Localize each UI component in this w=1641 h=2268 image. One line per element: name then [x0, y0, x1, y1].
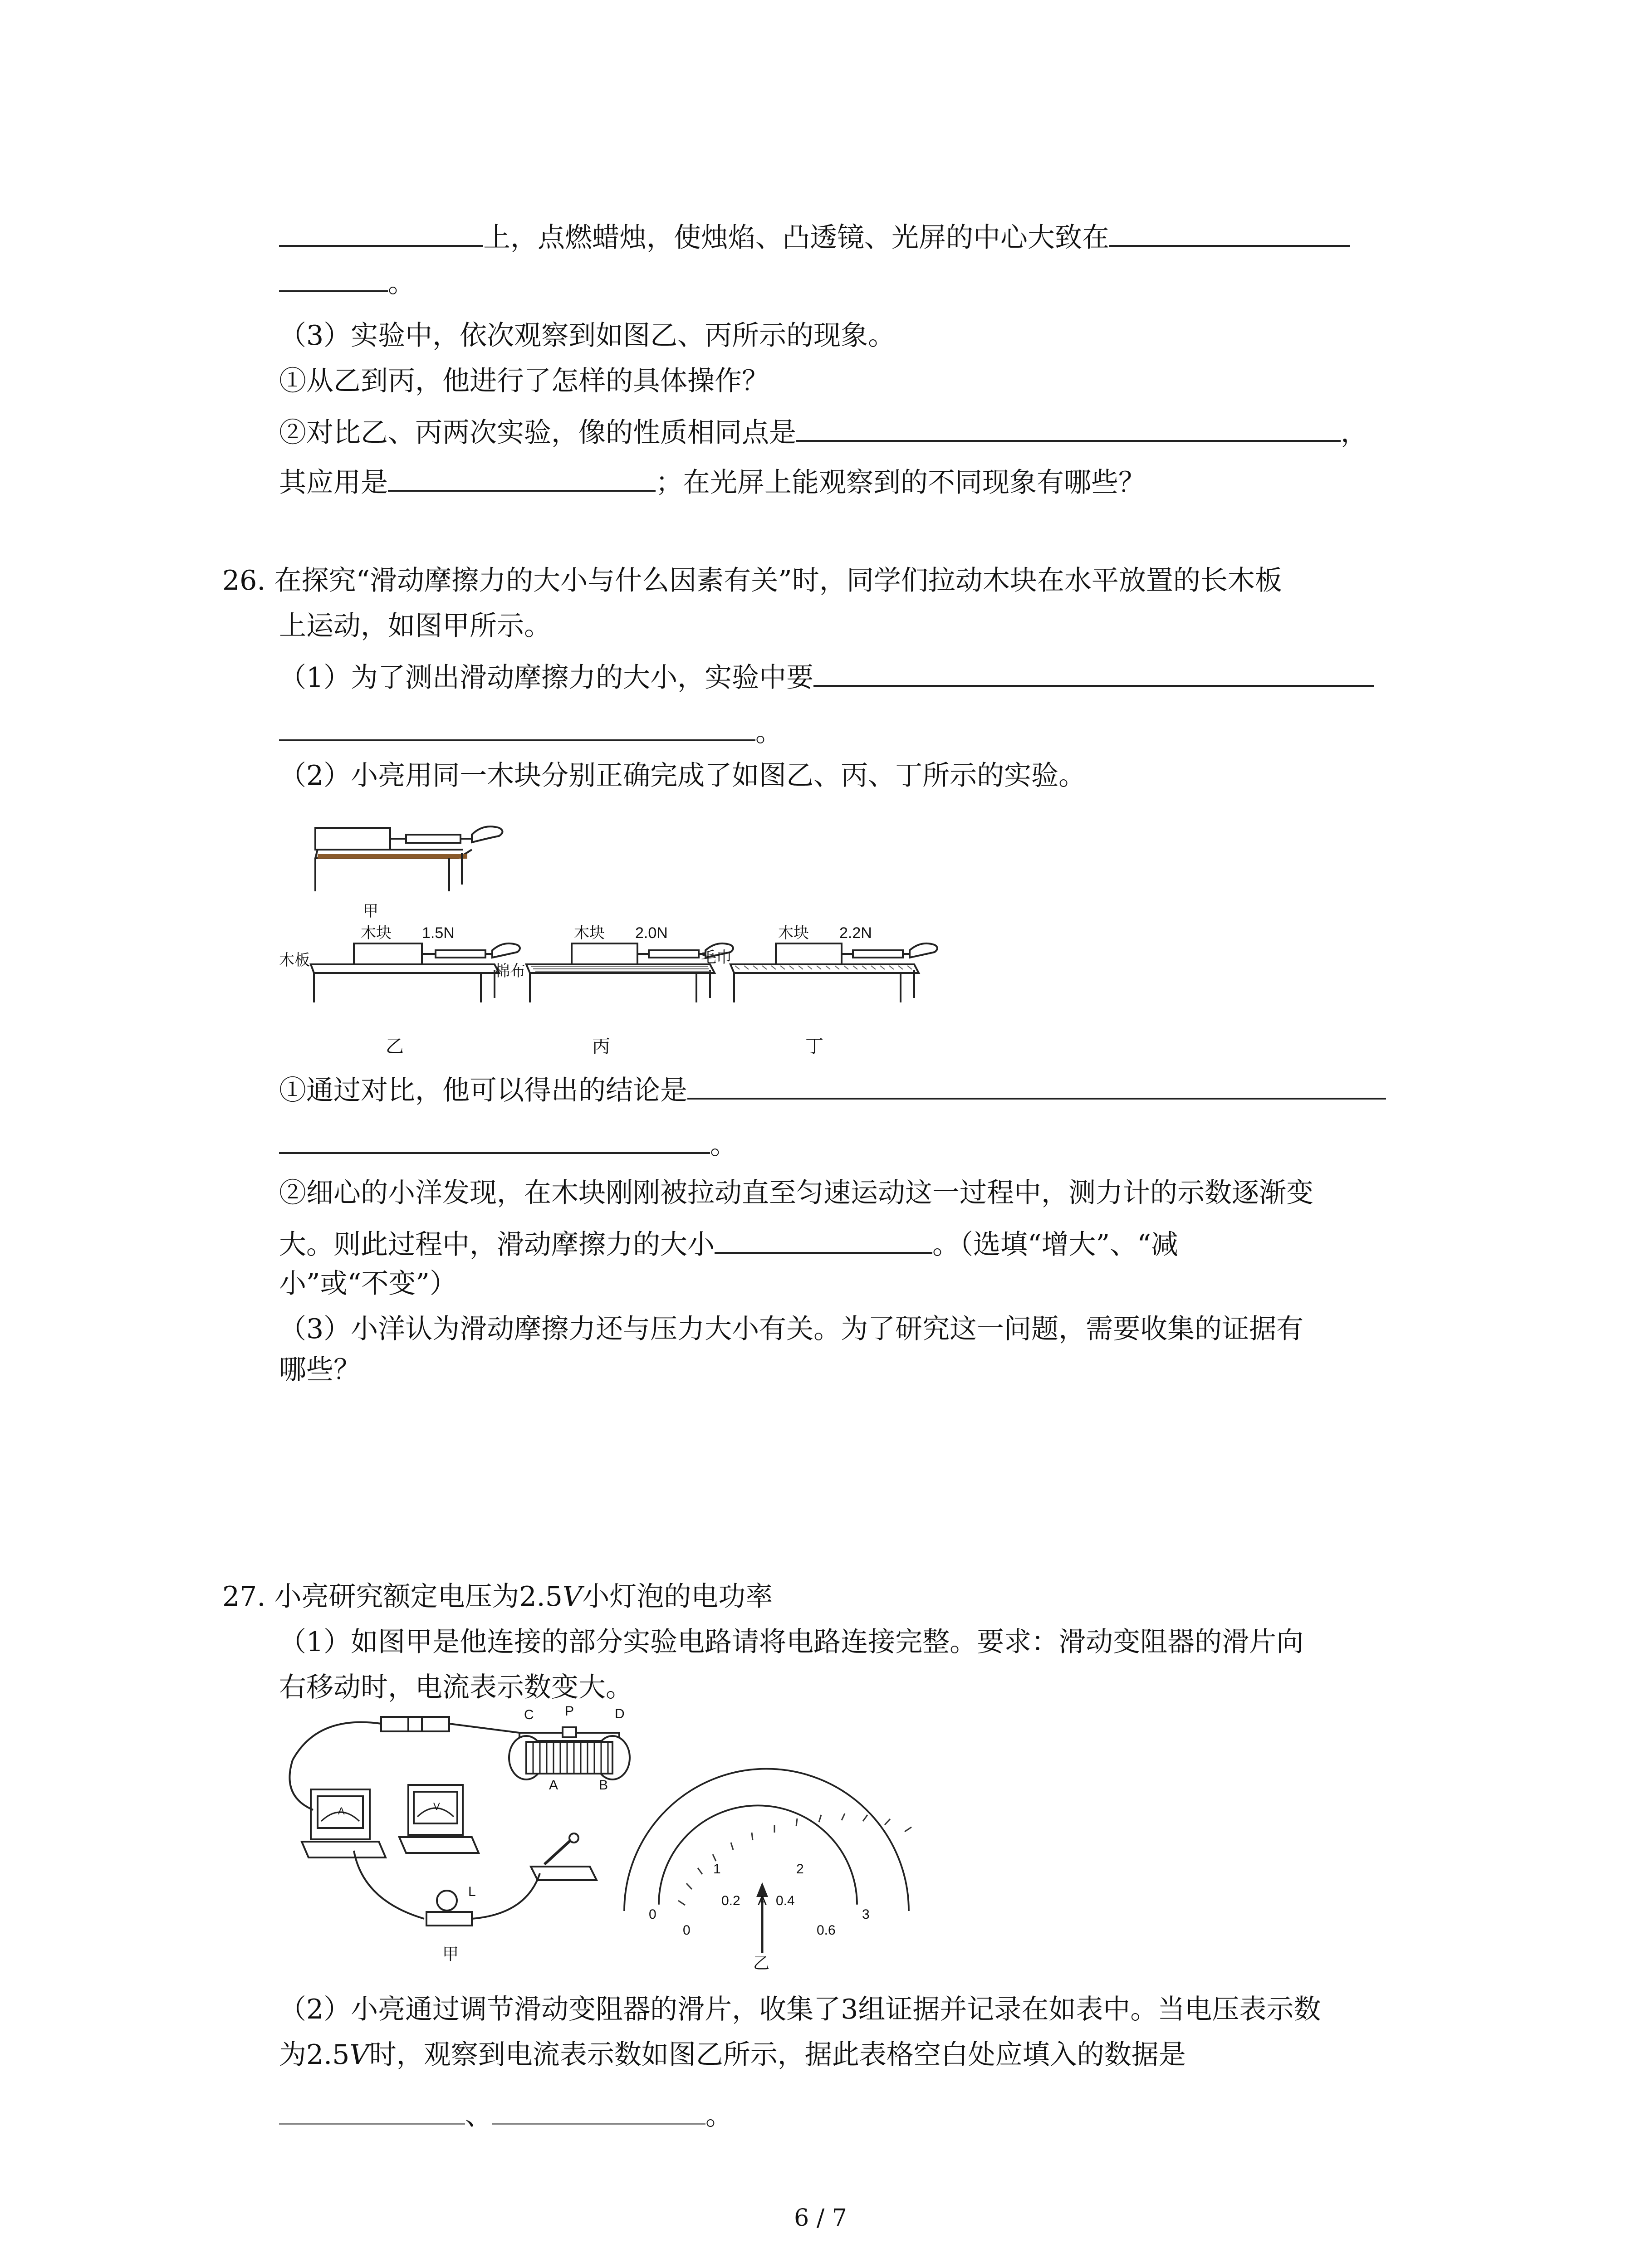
label-block: 木块 [778, 924, 809, 942]
scale-outer-0: 0 [649, 1907, 656, 1922]
q25-sub2b: 其应用是 ；在光屏上能观察到的不同现象有哪些？ [279, 463, 1146, 501]
terminal-A: A [549, 1778, 558, 1793]
answer-blank[interactable] [1109, 218, 1350, 247]
scale-inner-0: 0 [683, 1923, 691, 1938]
q27-part2a: （2）小亮通过调节滑动变阻器的滑片，收集了3组证据并记录在如表中。当电压表示数 [279, 1994, 1321, 2025]
q25-line1: 上，点燃蜡烛，使烛焰、凸透镜、光屏的中心大致在 [279, 218, 1350, 256]
pointer-unit: A [758, 1893, 767, 1908]
label-mianbu: 棉布 [495, 963, 525, 980]
question-number: 27. [222, 1581, 266, 1613]
figure-label-jia: 甲 [363, 903, 378, 920]
scale-inner-0.4: 0.4 [776, 1893, 795, 1908]
label-block: 木块 [361, 924, 392, 942]
force-reading-bing: 2.0N [635, 924, 668, 942]
q26-part1-cont: 。 [279, 712, 783, 750]
q26-sub2c: 小”或“不变”） [279, 1268, 457, 1300]
answer-blank[interactable] [388, 463, 656, 492]
ammeter-symbol: A [338, 1805, 345, 1817]
q27-part1a: （1）如图甲是他连接的部分实验电路请将电路连接完整。要求：滑动变阻器的滑片向 [279, 1626, 1304, 1658]
answer-blank[interactable] [687, 1070, 1386, 1100]
q26-sub1: ①通过对比，他可以得出的结论是 [279, 1070, 1386, 1109]
scale-outer-3: 3 [862, 1907, 870, 1922]
q27-part1b: 右移动时，电流表示数变大。 [279, 1672, 633, 1703]
answer-blank[interactable] [796, 413, 1341, 442]
circuit-figure [272, 1706, 930, 1978]
q27-part2b: 为2.5V时，观察到电流表示数如图乙所示，据此表格空白处应填入的数据是 [279, 2039, 1186, 2071]
q26-part3b: 哪些？ [279, 1354, 361, 1386]
figure-label-ding: 丁 [805, 1036, 823, 1056]
q26-sub2b: 大。则此过程中，滑动摩擦力的大小 。（选填“增大”、“减 [279, 1225, 1178, 1263]
q26-part3a: （3）小洋认为滑动摩擦力还与压力大小有关。为了研究这一问题，需要收集的证据有 [279, 1313, 1304, 1345]
q26-part2: （2）小亮用同一木块分别正确完成了如图乙、丙、丁所示的实验。 [279, 760, 1086, 792]
friction-experiment-figure [272, 798, 953, 1066]
answer-blank[interactable] [715, 1225, 932, 1254]
bulb-L: L [468, 1884, 476, 1899]
q26-part1: （1）为了测出滑动摩擦力的大小，实验中要 [279, 658, 1374, 696]
q27-stem: 27. 小亮研究额定电压为2.5V小灯泡的电功率 [222, 1581, 773, 1613]
scale-inner-0.2: 0.2 [721, 1893, 740, 1908]
question-number: 26. [222, 565, 266, 596]
figure-label-yi: 乙 [386, 1036, 404, 1056]
terminal-B: B [599, 1778, 608, 1793]
terminal-C: C [524, 1707, 534, 1722]
q26-stem2: 上运动，如图甲所示。 [279, 610, 551, 642]
scale-inner-0.6: 0.6 [817, 1923, 836, 1938]
label-block: 木块 [574, 924, 605, 942]
q26-sub1-cont: 。 [279, 1125, 737, 1163]
answer-blank[interactable] [279, 1125, 710, 1154]
figure-label-jia: 甲 [442, 1945, 459, 1963]
answer-blank[interactable] [279, 218, 483, 247]
q25-part3: （3）实验中，依次观察到如图乙、丙所示的现象。 [279, 320, 896, 352]
q27-blanks: 、 。 [279, 2096, 733, 2134]
answer-blank[interactable] [279, 712, 755, 741]
q25-sub1: ①从乙到丙，他进行了怎样的具体操作？ [279, 365, 769, 397]
figure-label-bing: 丙 [592, 1036, 610, 1056]
q25-sub2: ②对比乙、丙两次实验，像的性质相同点是 ， [279, 413, 1368, 451]
scale-outer-2: 2 [796, 1862, 804, 1877]
force-reading-ding: 2.2N [839, 924, 872, 942]
figure-label-yi: 乙 [753, 1954, 770, 1972]
label-maojin: 毛巾 [701, 949, 732, 966]
scale-outer-1: 1 [713, 1862, 721, 1877]
terminal-D: D [615, 1706, 625, 1721]
q26-sub2a: ②细心的小洋发现，在木块刚刚被拉动直至匀速运动这一过程中，测力计的示数逐渐变 [279, 1177, 1313, 1209]
answer-blank[interactable] [813, 658, 1374, 687]
q25-line2: 。 [279, 263, 415, 301]
page-number: 6 / 7 [794, 2204, 847, 2232]
label-muban: 木板 [279, 952, 310, 969]
answer-blank[interactable] [492, 2096, 705, 2125]
voltmeter-symbol: V [433, 1801, 440, 1812]
answer-blank[interactable] [279, 2096, 465, 2125]
force-reading-yi: 1.5N [422, 924, 455, 942]
q26-stem1: 26. 在探究“滑动摩擦力的大小与什么因素有关”时，同学们拉动木块在水平放置的长木板 [222, 565, 1282, 596]
slider-P: P [565, 1706, 574, 1719]
answer-blank[interactable] [279, 263, 388, 292]
